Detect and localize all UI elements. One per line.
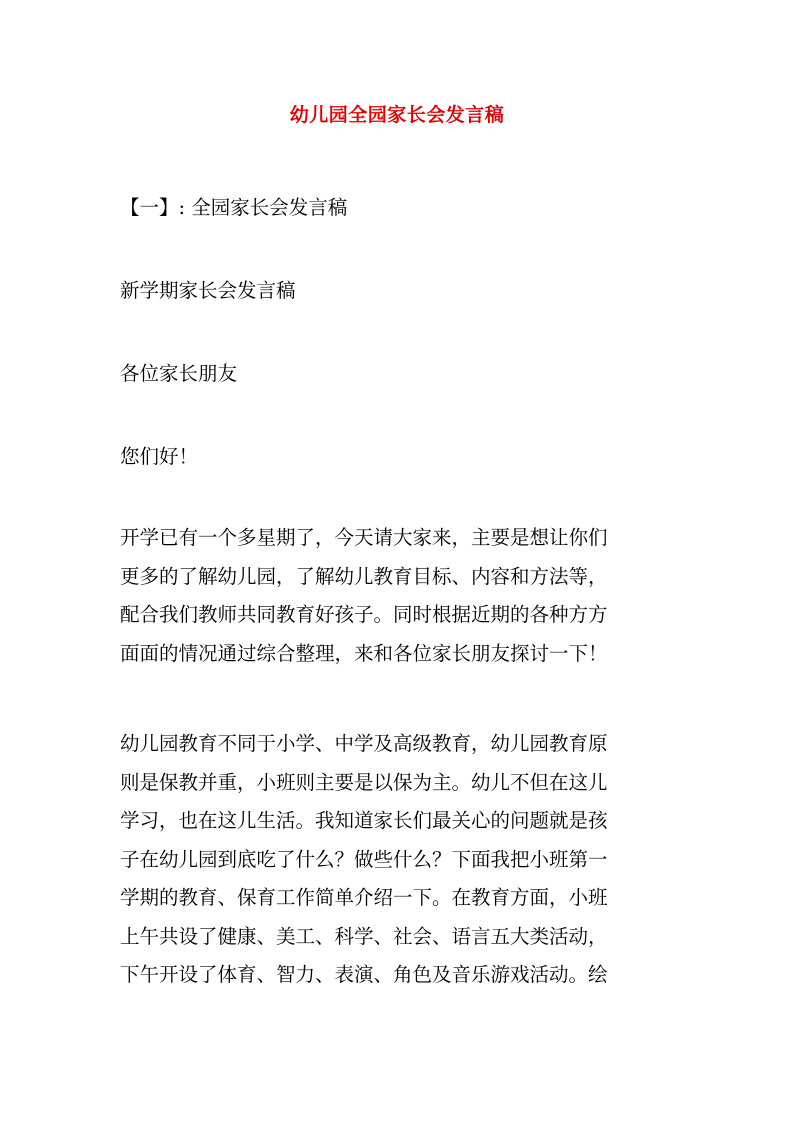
salutation: 各位家长朋友: [120, 362, 238, 385]
paragraph-line: 子在幼儿园到底吃了什么？做些什么？下面我把小班第一: [120, 847, 608, 871]
document-subtitle: 新学期家长会发言稿: [120, 279, 296, 302]
paragraph-line: 更多的了解幼儿园，了解幼儿教育目标、内容和方法等，: [120, 564, 608, 588]
paragraph-line: 配合我们教师共同教育好孩子。同时根据近期的各种方方: [120, 603, 608, 626]
greeting: 您们好！: [120, 445, 199, 468]
paragraph-2: [120, 731, 680, 1001]
paragraph-1: [120, 525, 680, 679]
paragraph-line: 幼儿园教育不同于小学、中学及高级教育，幼儿园教育原: [120, 732, 608, 755]
paragraph-line: 学习，也在这儿生活。我知道家长们最关心的问题就是孩: [120, 809, 608, 832]
paragraph-line: 开学已有一个多星期了，今天请大家来，主要是想让你们: [120, 526, 608, 549]
paragraph-line: 上午共设了健康、美工、科学、社会、语言五大类活动，: [120, 924, 608, 948]
paragraph-line: 则是保教并重，小班则主要是以保为主。幼儿不但在这儿: [120, 770, 608, 794]
paragraph-line: 下午开设了体育、智力、表演、角色及音乐游戏活动。绘: [120, 963, 608, 986]
section-heading: 【一】: 全园家长会发言稿: [120, 196, 348, 219]
paragraph-line: 学期的教育、保育工作简单介绍一下。在教育方面，小班: [120, 886, 608, 909]
document-title: 幼儿园全园家长会发言稿: [289, 104, 505, 126]
paragraph-line: 面面的情况通过综合整理，来和各位家长朋友探讨一下！: [120, 641, 608, 665]
